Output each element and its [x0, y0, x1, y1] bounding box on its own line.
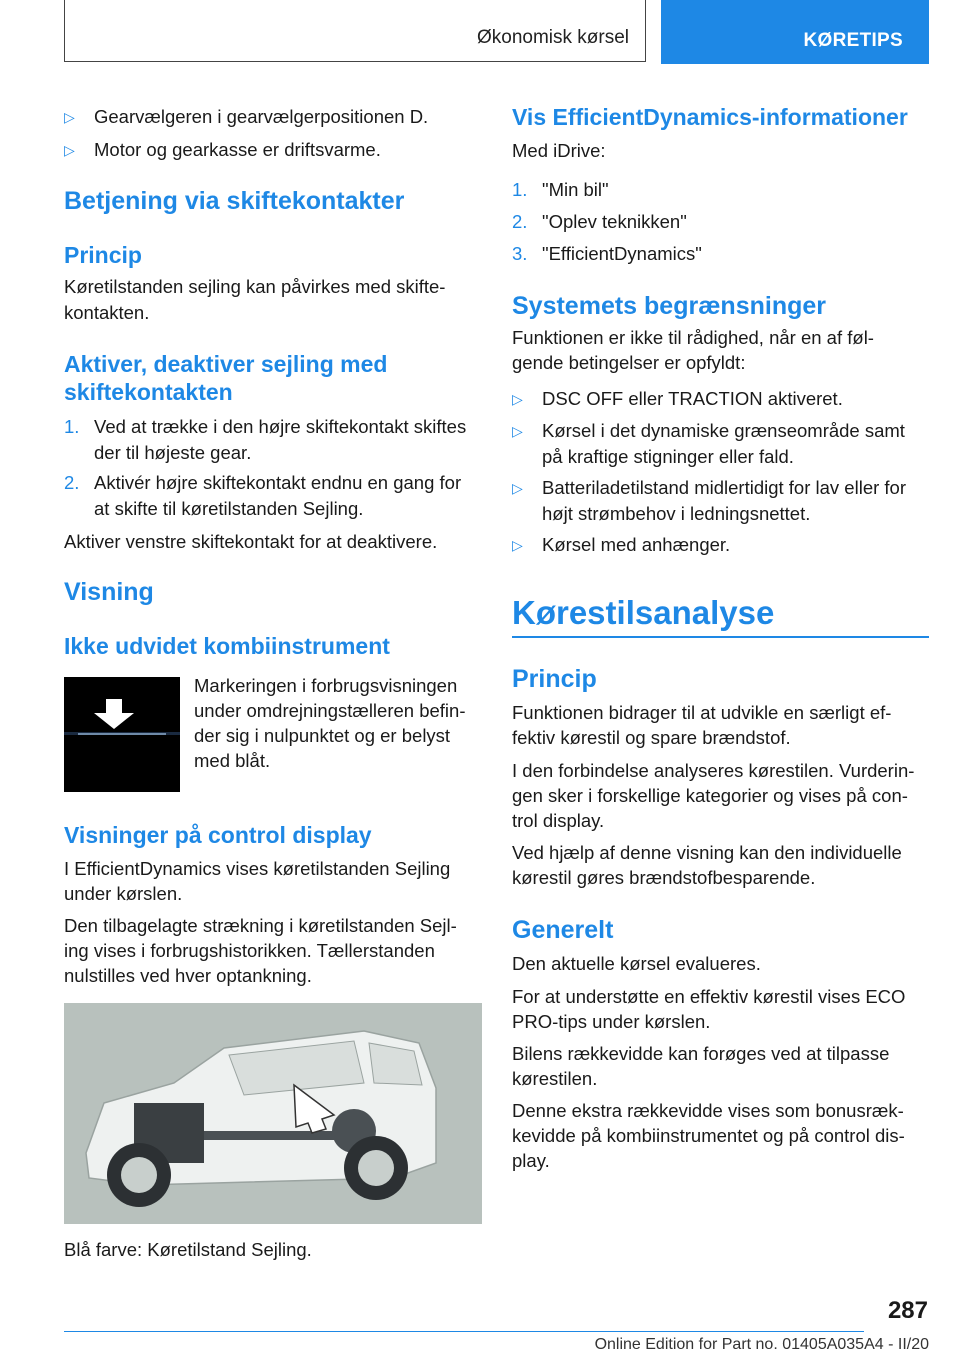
step-number: 2. — [64, 472, 80, 493]
vis-text-line: nulstilles ved hver optankning. — [64, 965, 312, 986]
vis-text-line: Den tilbagelagte strækning i køretilstanden Sejl- — [64, 915, 457, 936]
vis-text-line: under kørslen. — [64, 883, 183, 904]
analyse-line: I den forbindelse analyseres kørestilen. Vurderin- — [512, 760, 915, 781]
step-item: 1. Ved at trække i den højre skiftekontakt skiftes der til højeste gear. — [64, 416, 467, 463]
generelt-line: kørestilen. — [512, 1068, 598, 1089]
consumption-indicator-image — [64, 677, 180, 792]
heading-generelt: Generelt — [512, 916, 614, 944]
generelt-line: play. — [512, 1150, 550, 1171]
princip2-line: fektiv kørestil og spare brændstof. — [512, 727, 791, 748]
step-item: 2. Aktivér højre skiftekontakt endnu en gang for at skifte til køretilstanden Sejling. — [64, 472, 462, 519]
step-number: 2. — [512, 211, 528, 232]
triangle-right-icon: ▷ — [64, 142, 75, 158]
generelt-line: For at understøtte en effektiv kørestil vises ECO — [512, 986, 906, 1007]
bullet-item: ▷ Gearvælgeren i gearvælgerpositionen D. — [64, 104, 428, 130]
menu-step: 3. "EfficientDynamics" — [512, 241, 702, 267]
bullet-item: ▷ Kørsel med anhænger. — [512, 532, 730, 558]
heading-betjening: Betjening via skiftekontakter — [64, 187, 405, 215]
heading-princip-2: Princip — [512, 665, 597, 693]
analyse-line: gen sker i forskellige kategorier og vises på con- — [512, 785, 908, 806]
analyse-line: trol display. — [512, 810, 605, 831]
vis-text-line: I EfficientDynamics vises køretilstanden Sejling — [64, 858, 451, 879]
hjaelp-line: Ved hjælp af denne visning kan den individuelle — [512, 842, 902, 863]
triangle-right-icon: ▷ — [512, 391, 523, 407]
deaktiver-text: Aktiver venstre skiftekontakt for at deaktivere. — [64, 531, 438, 552]
heading-korestilsanalyse: Kørestilsanalyse — [512, 594, 775, 631]
heading-vis-ed: Vis EfficientDynamics-informationer — [512, 104, 908, 130]
heading-visning: Visning — [64, 578, 154, 606]
princip-text: Køretilstanden sejling kan påvirkes med skifte-kontakten. — [64, 276, 446, 323]
bullet-item: ▷ Kørsel i det dynamiske grænseområde samt på kraftige stigninger eller fald. — [512, 420, 905, 467]
edition-text: Online Edition for Part no. 01405A035A4 - II/20 — [594, 1336, 929, 1353]
princip2-line: Funktionen bidrager til at udvikle en særligt ef- — [512, 702, 892, 723]
marker-line: Markeringen i forbrugsvisningen — [194, 675, 458, 696]
triangle-right-icon: ▷ — [64, 109, 75, 125]
triangle-right-icon: ▷ — [512, 480, 523, 496]
step-number: 1. — [512, 179, 528, 200]
generelt-line: Denne ekstra rækkevidde vises som bonusræk- — [512, 1100, 904, 1121]
heading-aktiver-1: Aktiver, deaktiver sejling med — [64, 351, 388, 377]
image-caption: Blå farve: Køretilstand Sejling. — [64, 1239, 312, 1260]
page-number: 287 — [887, 1297, 928, 1324]
section-divider — [512, 636, 929, 638]
heading-princip: Princip — [64, 242, 142, 268]
generelt-line: Bilens rækkevidde kan forøges ved at tilpasse — [512, 1043, 890, 1064]
heading-visninger: Visninger på control display — [64, 822, 372, 848]
step-number: 3. — [512, 243, 528, 264]
triangle-right-icon: ▷ — [512, 537, 523, 553]
marker-line: med blåt. — [194, 750, 271, 771]
step-number: 1. — [64, 416, 80, 437]
triangle-right-icon: ▷ — [512, 423, 523, 439]
vis-text-line: ing vises i forbrugshistorikken. Tællerstanden — [64, 940, 435, 961]
footer-divider — [64, 1331, 864, 1332]
bullet-item: ▷ Motor og gearkasse er driftsvarme. — [64, 137, 381, 163]
section-title: Økonomisk kørsel — [64, 0, 646, 62]
arrow-down-icon — [64, 677, 180, 792]
generelt-line: kevidde på kombiinstrumentet og på control dis- — [512, 1125, 905, 1146]
chapter-tab[interactable]: KØRETIPS — [661, 0, 929, 64]
med-idrive-text: Med iDrive: — [512, 140, 606, 161]
heading-ikke-udvidet: Ikke udvidet kombiinstrument — [64, 633, 390, 659]
marker-line: under omdrejningstælleren befin- — [194, 700, 466, 721]
generelt-line: PRO-tips under kørslen. — [512, 1011, 711, 1032]
menu-step: 1. "Min bil" — [512, 177, 609, 203]
car-illustration-image — [64, 1003, 482, 1224]
heading-aktiver-2: skiftekontakten — [64, 379, 233, 405]
sys-text-line: gende betingelser er opfyldt: — [512, 352, 746, 373]
bullet-item: ▷ DSC OFF eller TRACTION aktiveret. — [512, 386, 843, 412]
sys-text-line: Funktionen er ikke til rådighed, når en af føl- — [512, 327, 874, 348]
hjaelp-line: kørestil gøres brændstofbesparende. — [512, 867, 816, 888]
marker-line: der sig i nulpunktet og er belyst — [194, 725, 451, 746]
bullet-item: ▷ Batteriladetilstand midlertidigt for lav eller for højt strømbehov i ledningsnettet. — [512, 477, 906, 524]
generelt-text: Den aktuelle kørsel evalueres. — [512, 953, 761, 974]
page-header — [64, 0, 929, 64]
menu-step: 2. "Oplev teknikken" — [512, 209, 687, 235]
heading-systemets: Systemets begrænsninger — [512, 292, 826, 320]
